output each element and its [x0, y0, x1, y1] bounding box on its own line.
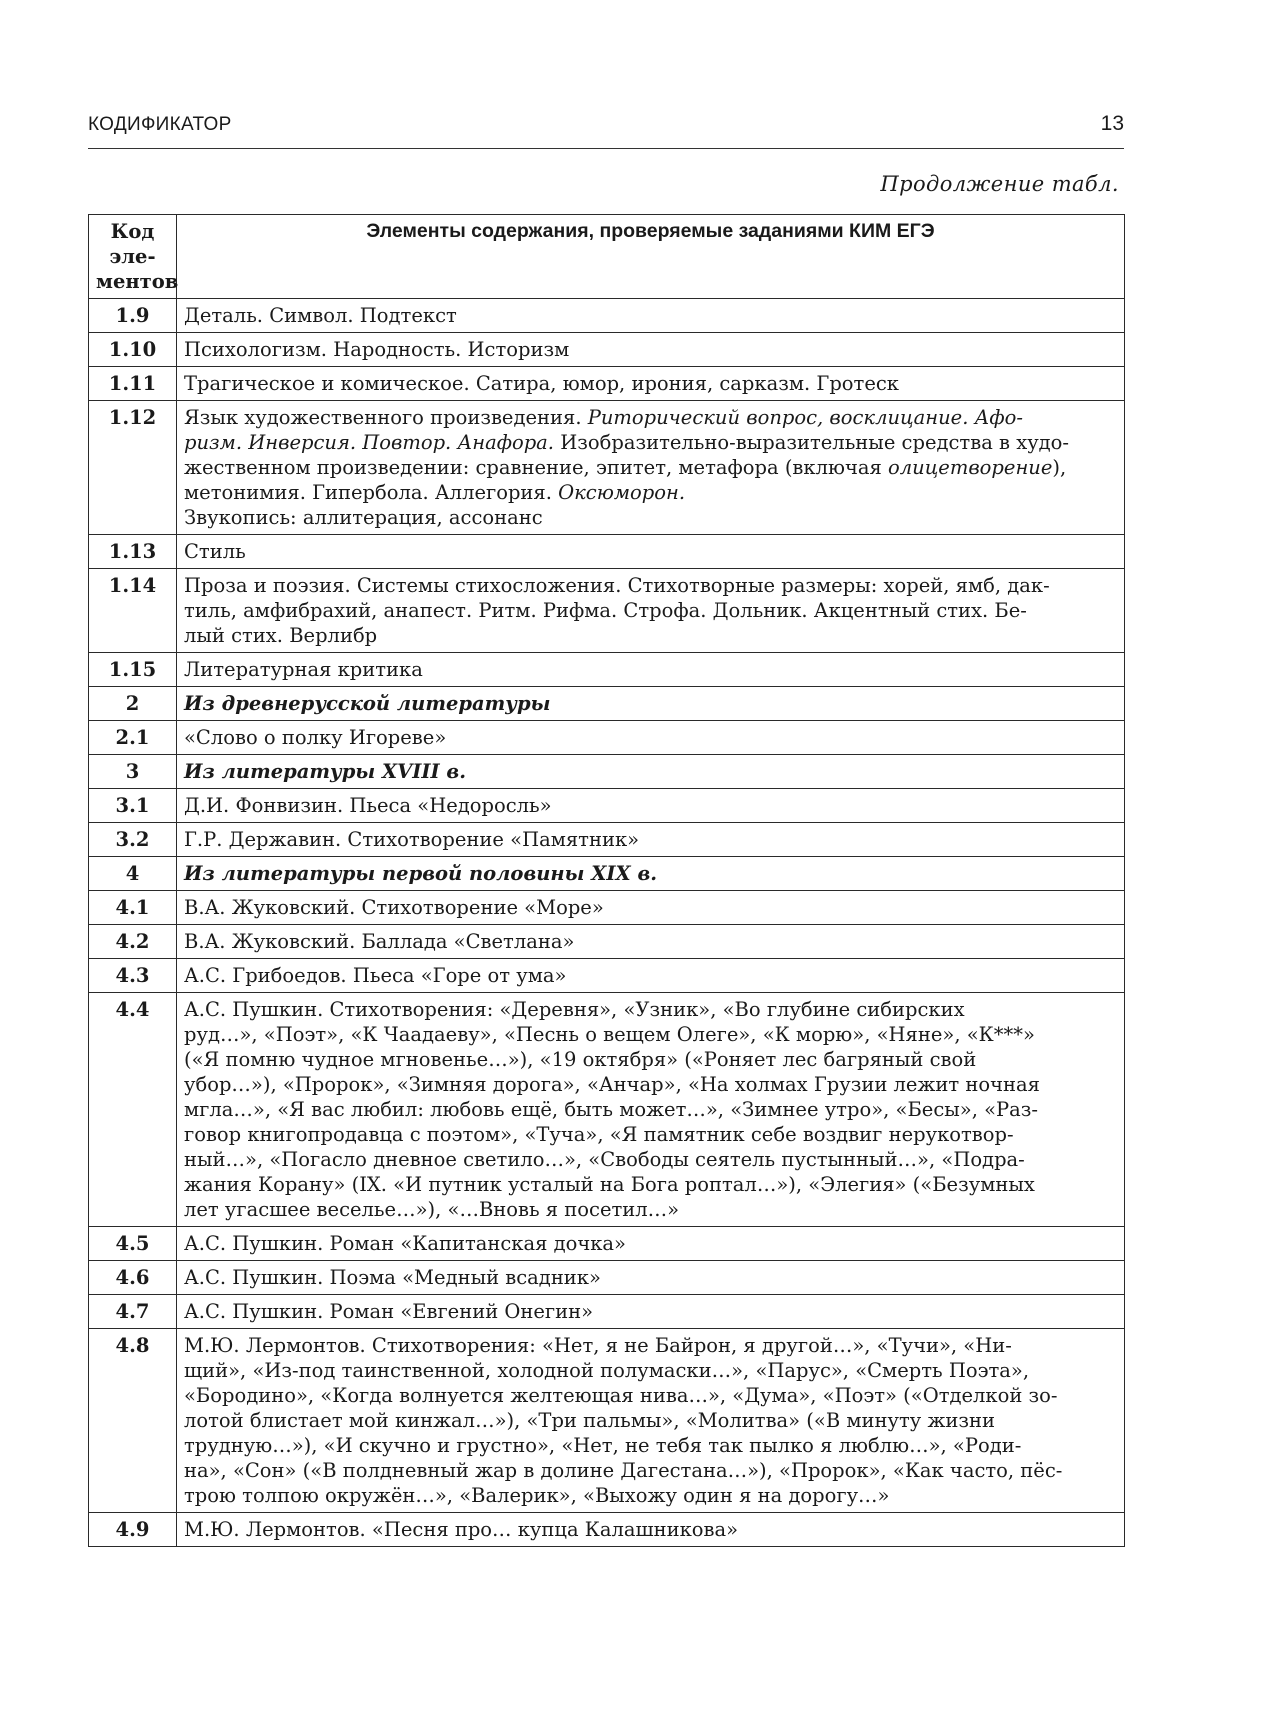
page-header — [88, 108, 1124, 149]
description-line: тиль, амфибрахий, анапест. Ритм. Рифма. Строфа. Дольник. Акцентный стих. Бе- — [184, 599, 1027, 622]
description-line: Деталь. Символ. Подтекст — [184, 304, 457, 327]
element-description — [177, 891, 1125, 925]
section-row — [89, 755, 1125, 789]
element-code: 4.7 — [89, 1295, 177, 1329]
table-row — [89, 1295, 1125, 1329]
section-row — [89, 687, 1125, 721]
element-code: 4.9 — [89, 1513, 177, 1547]
description-line: Стиль — [184, 540, 246, 563]
description-line: Проза и поэзия. Системы стихосложения. Стихотворные размеры: хорей, ямб, дак- — [184, 574, 1050, 597]
element-description — [177, 653, 1125, 687]
table-row — [89, 401, 1125, 535]
element-code: 1.15 — [89, 653, 177, 687]
table-row — [89, 925, 1125, 959]
description-line: Из литературы первой половины XIX в. — [184, 862, 658, 885]
element-code: 4.8 — [89, 1329, 177, 1513]
table-row — [89, 367, 1125, 401]
element-code: 2 — [89, 687, 177, 721]
element-description — [177, 1329, 1125, 1513]
description-line: М.Ю. Лермонтов. «Песня про… купца Калашникова» — [184, 1518, 739, 1541]
element-code: 4.1 — [89, 891, 177, 925]
element-code: 1.12 — [89, 401, 177, 535]
column-header-code — [89, 215, 177, 299]
description-line: ризм. Инверсия. Повтор. Анафора. Изобразительно-выразительные средства в худо- — [184, 431, 1070, 454]
element-description — [177, 401, 1125, 535]
element-code: 3.1 — [89, 789, 177, 823]
codifier-table — [88, 214, 1125, 1547]
element-code: 3.2 — [89, 823, 177, 857]
table-row — [89, 333, 1125, 367]
element-code: 2.1 — [89, 721, 177, 755]
description-line: на», «Сон» («В полдневный жар в долине Дагестана…»), «Пророк», «Как часто, пёс- — [184, 1459, 1063, 1482]
element-code: 4 — [89, 857, 177, 891]
table-row — [89, 1513, 1125, 1547]
element-description — [177, 959, 1125, 993]
element-code: 4.2 — [89, 925, 177, 959]
element-description — [177, 789, 1125, 823]
description-line: «Бородино», «Когда волнуется желтеющая нива…», «Дума», «Поэт» («Отделкой зо- — [184, 1384, 1058, 1407]
element-description — [177, 299, 1125, 333]
table-row — [89, 823, 1125, 857]
element-description — [177, 569, 1125, 653]
description-line: А.С. Грибоедов. Пьеса «Горе от ума» — [184, 964, 567, 987]
description-line: ный…», «Погасло дневное светило…», «Свободы сеятель пустынный…», «Подра- — [184, 1148, 1025, 1171]
element-code: 1.14 — [89, 569, 177, 653]
element-description — [177, 367, 1125, 401]
running-title: КОДИФИКАТОР — [88, 114, 232, 135]
description-line: Трагическое и комическое. Сатира, юмор, ирония, сарказм. Гротеск — [184, 372, 899, 395]
table-header-row — [89, 215, 1125, 299]
element-code: 4.3 — [89, 959, 177, 993]
element-description — [177, 755, 1125, 789]
continuation-note: Продолжение табл. — [880, 172, 1119, 196]
element-code: 1.11 — [89, 367, 177, 401]
description-line: А.С. Пушкин. Роман «Евгений Онегин» — [184, 1300, 594, 1323]
table-row — [89, 789, 1125, 823]
element-description — [177, 1295, 1125, 1329]
description-line: А.С. Пушкин. Стихотворения: «Деревня», «Узник», «Во глубине сибирских — [184, 998, 965, 1021]
description-line: Психологизм. Народность. Историзм — [184, 338, 570, 361]
table-row — [89, 993, 1125, 1227]
element-description — [177, 333, 1125, 367]
column-header-code-line: ментов — [96, 270, 179, 293]
description-line: говор книгопродавца с поэтом», «Туча», «Я памятник себе воздвиг нерукотвор- — [184, 1123, 1014, 1146]
table-row — [89, 653, 1125, 687]
description-line: Из литературы XVIII в. — [184, 760, 466, 783]
description-line: Литературная критика — [184, 658, 423, 681]
element-code: 1.13 — [89, 535, 177, 569]
table-row — [89, 299, 1125, 333]
column-header-code-line: эле- — [109, 245, 156, 268]
description-line: «Слово о полку Игореве» — [184, 726, 447, 749]
description-line: лый стих. Верлибр — [184, 624, 378, 647]
description-line: щий», «Из-под таинственной, холодной полумаски…», «Парус», «Смерть Поэта», — [184, 1359, 1030, 1382]
description-line: Г.Р. Державин. Стихотворение «Памятник» — [184, 828, 640, 851]
element-description — [177, 535, 1125, 569]
page-number: 13 — [1100, 112, 1124, 135]
description-line: Язык художественного произведения. Риторический вопрос, восклицание. Афо- — [184, 406, 1023, 429]
description-line: жественном произведении: сравнение, эпитет, метафора (включая олицетворение), — [184, 456, 1067, 479]
description-line: («Я помню чудное мгновенье…»), «19 октября» («Роняет лес багряный свой — [184, 1048, 977, 1071]
description-line: мгла…», «Я вас любил: любовь ещё, быть может…», «Зимнее утро», «Бесы», «Раз- — [184, 1098, 1038, 1121]
description-line: В.А. Жуковский. Баллада «Светлана» — [184, 930, 575, 953]
description-line: А.С. Пушкин. Роман «Капитанская дочка» — [184, 1232, 626, 1255]
table-body — [89, 299, 1125, 1547]
description-line: метонимия. Гипербола. Аллегория. Оксюморон. — [184, 481, 686, 504]
table-row — [89, 1227, 1125, 1261]
element-description — [177, 925, 1125, 959]
element-description — [177, 857, 1125, 891]
description-line: жания Корану» (IX. «И путник усталый на Бога роптал…»), «Элегия» («Безумных — [184, 1173, 1035, 1196]
element-description — [177, 687, 1125, 721]
element-code: 1.10 — [89, 333, 177, 367]
table-row — [89, 1329, 1125, 1513]
element-code: 4.5 — [89, 1227, 177, 1261]
description-line: убор…»), «Пророк», «Зимняя дорога», «Анчар», «На холмах Грузии лежит ночная — [184, 1073, 1040, 1096]
description-line: трудную…»), «И скучно и грустно», «Нет, не тебя так пылко я люблю…», «Роди- — [184, 1434, 1022, 1457]
element-code: 4.6 — [89, 1261, 177, 1295]
element-description — [177, 1261, 1125, 1295]
table-row — [89, 1261, 1125, 1295]
element-code: 4.4 — [89, 993, 177, 1227]
description-line: М.Ю. Лермонтов. Стихотворения: «Нет, я не Байрон, я другой…», «Тучи», «Ни- — [184, 1334, 1012, 1357]
element-code: 1.9 — [89, 299, 177, 333]
table-row — [89, 535, 1125, 569]
element-description — [177, 1513, 1125, 1547]
element-code: 3 — [89, 755, 177, 789]
description-line: Звукопись: аллитерация, ассонанс — [184, 506, 543, 529]
element-description — [177, 823, 1125, 857]
description-line: лет угасшее веселье…»), «…Вновь я посетил…» — [184, 1198, 680, 1221]
description-line: руд…», «Поэт», «К Чаадаеву», «Песнь о вещем Олеге», «К морю», «Няне», «К***» — [184, 1023, 1035, 1046]
description-line: А.С. Пушкин. Поэма «Медный всадник» — [184, 1266, 601, 1289]
description-line: Д.И. Фонвизин. Пьеса «Недоросль» — [184, 794, 552, 817]
table-row — [89, 721, 1125, 755]
section-row — [89, 857, 1125, 891]
description-line: Из древнерусской литературы — [184, 692, 551, 715]
element-description — [177, 1227, 1125, 1261]
description-line: В.А. Жуковский. Стихотворение «Море» — [184, 896, 604, 919]
element-description — [177, 993, 1125, 1227]
column-header-code-line: Код — [110, 220, 155, 243]
table-row — [89, 891, 1125, 925]
column-header-description: Элементы содержания, проверяемые заданиями КИМ ЕГЭ — [177, 215, 1125, 299]
description-line: трою толпою окружён…», «Валерик», «Выхожу один я на дорогу…» — [184, 1484, 890, 1507]
description-line: лотой блистает мой кинжал…»), «Три пальмы», «Молитва» («В минуту жизни — [184, 1409, 996, 1432]
element-description — [177, 721, 1125, 755]
table-row — [89, 959, 1125, 993]
table-row — [89, 569, 1125, 653]
